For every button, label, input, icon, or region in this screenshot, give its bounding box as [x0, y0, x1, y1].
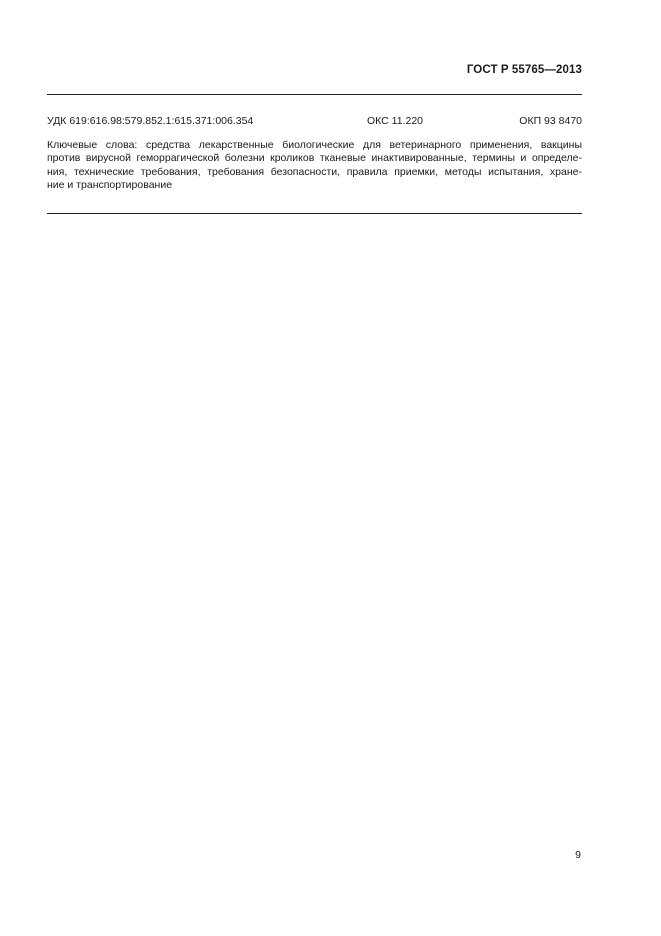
top-rule: [47, 94, 582, 95]
okp-code: ОКП 93 8470: [519, 115, 582, 127]
keywords-line: Ключевые слова: средства лекарственные биологические для ветеринарного применения, вакцины: [47, 139, 582, 151]
keywords-line: ние и транспортирование: [47, 178, 173, 191]
keywords-line: ния, технические требования, требования безопасности, правила приемки, методы испытания, хране-: [47, 165, 582, 178]
page-number: 9: [575, 849, 581, 861]
oks-code: ОКС 11.220: [367, 115, 424, 127]
udk-code: УДК 619:616.98:579.852.1:615.371:006.354: [47, 115, 254, 127]
standard-code: ГОСТ Р 55765—2013: [466, 64, 582, 76]
classification-codes: [47, 115, 582, 129]
keywords-paragraph: [47, 139, 582, 192]
bottom-rule: [47, 213, 582, 214]
keywords-line: против вирусной геморрагической болезни кроликов тканевые инактивированные, термины и определе-: [47, 152, 582, 165]
